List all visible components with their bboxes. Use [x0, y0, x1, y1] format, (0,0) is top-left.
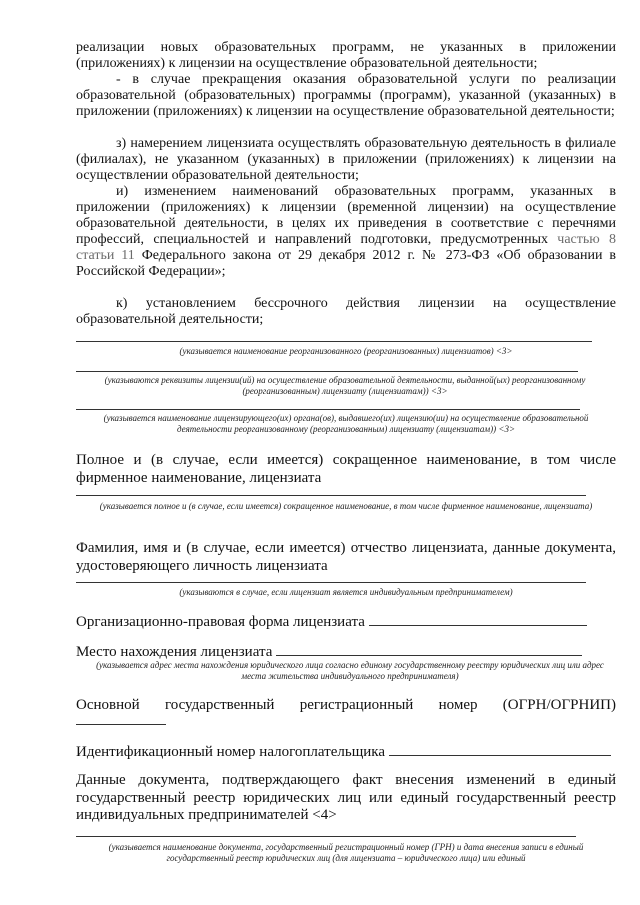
licensing-authority-line[interactable]	[76, 409, 580, 410]
egr-line[interactable]	[76, 836, 576, 837]
org-form-label: Организационно-правовая форма лицензиата	[76, 614, 365, 630]
paragraph-item-k: к) установлением бессрочного действия лицензии на осуществление образовательной деятельности;	[76, 296, 616, 327]
license-details-line[interactable]	[76, 371, 578, 372]
org-form-field[interactable]	[369, 611, 587, 626]
license-details-note: (указываются реквизиты лицензии(ий) на осуществление образовательной деятельности, выданной(ых) реорганизованному (реорганизованным) лицензиату (лицензиатам)) <3>	[104, 375, 586, 396]
ogrn-field[interactable]	[76, 724, 166, 725]
location-field[interactable]	[276, 641, 582, 656]
licensing-authority-note: (указывается наименование лицензирующего(их) органа(ов), выдавшего(их) лицензию(ии) на осуществление образовательной деятельности реорганизованному (реорганизованным) лицензиату (лицензиатам)) <3>	[103, 413, 589, 434]
reorganized-name-line[interactable]	[76, 341, 592, 342]
fio-note: (указываются в случае, если лицензиат является индивидуальным предпринимателем)	[179, 587, 513, 597]
location-note: (указывается адрес места нахождения юридического лица согласно единому государственному реестру юридических лиц или адрес места жительства индивидуального предпринимателя)	[96, 660, 604, 681]
full-name-line[interactable]	[76, 495, 586, 496]
law-article-link[interactable]: частью 8 статьи 11	[76, 232, 616, 263]
full-name-note: (указывается полное и (в случае, если имеется) сокращенное наименование, в том числе фирменное наименование, лицензиата)	[99, 501, 593, 511]
inn-row	[76, 741, 611, 761]
paragraph-new-programs: реализации новых образовательных программ, не указанных в приложении (приложениях) к лицензии на осуществление образовательной деятельности;	[76, 40, 616, 71]
paragraph-item-i-text-b: Федерального закона от 29 декабря 2012 г. № 273-ФЗ «Об образовании в Российской Федерации»;	[76, 248, 617, 279]
inn-field[interactable]	[389, 741, 611, 756]
ogrn-label: Основной государственный регистрационный номер (ОГРН/ОГРНИП)	[76, 697, 616, 713]
fio-label: Фамилия, имя и (в случае, если имеется) отчество лицензиата, данные документа, удостоверяющего личность лицензиата	[76, 540, 616, 574]
egr-note: (указывается наименование документа, государственный регистрационный номер (ГРН) и дата внесения записи в единый государственный реестр юридических лиц (для лицензиата – юридического лица) или единый	[108, 842, 584, 863]
fio-line[interactable]	[76, 582, 586, 583]
paragraph-termination: - в случае прекращения оказания образовательной услуги по реализации образовательной (образовательных) программы (программ), указанной (указанных) в приложении (приложениях) к лицензии на осуществление образовательной деятельности;	[76, 72, 616, 119]
location-label: Место нахождения лицензиата	[76, 644, 273, 660]
reorganized-name-note: (указывается наименование реорганизованного (реорганизованных) лицензиатов) <3>	[179, 346, 513, 356]
full-name-label: Полное и (в случае, если имеется) сокращенное наименование, в том числе фирменное наименование, лицензиата	[76, 452, 616, 486]
location-row	[76, 641, 582, 661]
paragraph-item-i	[76, 184, 616, 280]
egr-label: Данные документа, подтверждающего факт внесения изменений в единый государственный реестр юридических лиц или единый государственный реестр индивидуальных предпринимателей <4>	[76, 772, 616, 823]
paragraph-item-z: з) намерением лицензиата осуществлять образовательную деятельность в филиале (филиалах), не указанном (указанных) в приложении (приложениях) к лицензии на осуществлении образовательной деятельности;	[76, 136, 616, 183]
org-form-row	[76, 611, 587, 631]
paragraph-item-i-text-a: и) изменением наименований образовательных программ, указанных в приложении (приложениях) к лицензии (временной лицензии) на осуществление образовательной деятельности, в целях их приведения в соответствие с перечнями профессий, специальностей и направлений подготовки, предусмотренных	[76, 184, 616, 247]
inn-label: Идентификационный номер налогоплательщика	[76, 744, 386, 760]
